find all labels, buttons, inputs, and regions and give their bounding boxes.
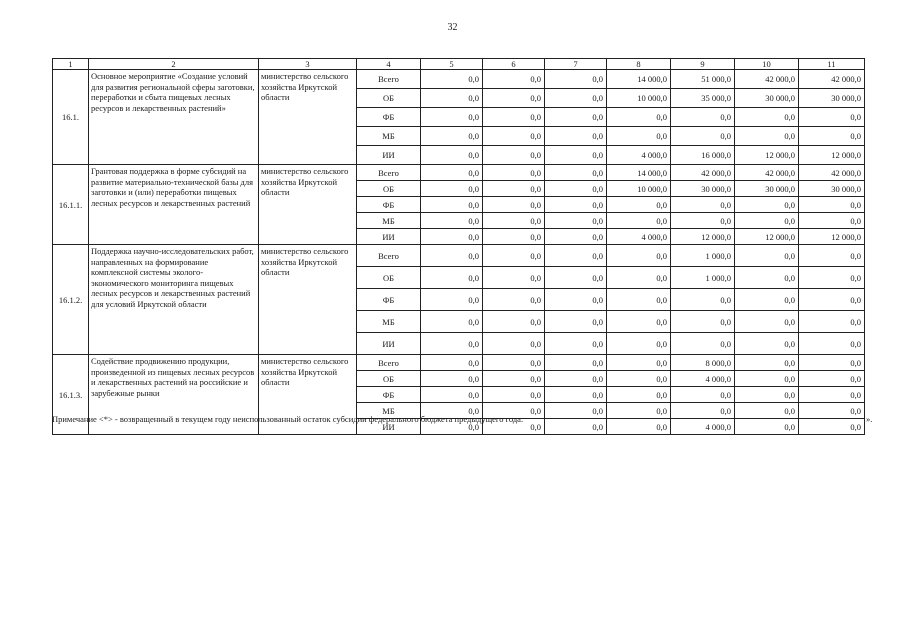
amount-cell: 0,0 <box>607 403 671 419</box>
amount-cell: 0,0 <box>799 245 865 267</box>
amount-cell: 0,0 <box>483 311 545 333</box>
amount-cell: 0,0 <box>483 403 545 419</box>
amount-cell: 12 000,0 <box>735 146 799 165</box>
amount-cell: 0,0 <box>735 371 799 387</box>
amount-cell: 0,0 <box>421 181 483 197</box>
funding-source: ИИ <box>357 333 421 355</box>
funding-source: ОБ <box>357 371 421 387</box>
amount-cell: 0,0 <box>421 197 483 213</box>
amount-cell: 0,0 <box>607 311 671 333</box>
amount-cell: 30 000,0 <box>671 181 735 197</box>
amount-cell: 30 000,0 <box>735 89 799 108</box>
amount-cell: 0,0 <box>799 311 865 333</box>
amount-cell: 0,0 <box>799 213 865 229</box>
amount-cell: 0,0 <box>735 355 799 371</box>
amount-cell: 1 000,0 <box>671 267 735 289</box>
amount-cell: 0,0 <box>799 289 865 311</box>
amount-cell: 0,0 <box>421 165 483 181</box>
funding-source: ФБ <box>357 197 421 213</box>
amount-cell: 42 000,0 <box>735 165 799 181</box>
amount-cell: 0,0 <box>607 213 671 229</box>
amount-cell: 0,0 <box>483 229 545 245</box>
table-row <box>53 355 865 371</box>
amount-cell: 0,0 <box>421 127 483 146</box>
amount-cell: 10 000,0 <box>607 181 671 197</box>
amount-cell: 0,0 <box>421 289 483 311</box>
amount-cell: 0,0 <box>545 181 607 197</box>
amount-cell: 0,0 <box>545 213 607 229</box>
amount-cell: 0,0 <box>799 387 865 403</box>
funding-source: ИИ <box>357 419 421 435</box>
amount-cell: 0,0 <box>483 419 545 435</box>
amount-cell: 0,0 <box>735 213 799 229</box>
amount-cell: 42 000,0 <box>799 70 865 89</box>
amount-cell: 0,0 <box>421 267 483 289</box>
amount-cell: 0,0 <box>483 70 545 89</box>
amount-cell: 0,0 <box>483 355 545 371</box>
amount-cell: 0,0 <box>607 267 671 289</box>
header-cell: 5 <box>421 59 483 70</box>
amount-cell: 0,0 <box>735 245 799 267</box>
amount-cell: 8 000,0 <box>671 355 735 371</box>
amount-cell: 4 000,0 <box>607 229 671 245</box>
amount-cell: 42 000,0 <box>735 70 799 89</box>
amount-cell: 0,0 <box>483 267 545 289</box>
amount-cell: 0,0 <box>735 333 799 355</box>
header-cell: 3 <box>259 59 357 70</box>
amount-cell: 0,0 <box>421 403 483 419</box>
amount-cell: 0,0 <box>799 403 865 419</box>
amount-cell: 0,0 <box>545 229 607 245</box>
amount-cell: 0,0 <box>483 127 545 146</box>
amount-cell: 0,0 <box>799 127 865 146</box>
header-row <box>53 59 865 70</box>
amount-cell: 0,0 <box>483 146 545 165</box>
funding-source: ИИ <box>357 146 421 165</box>
funding-source: Всего <box>357 245 421 267</box>
measure-code: 16.1. <box>53 70 89 165</box>
amount-cell: 0,0 <box>607 387 671 403</box>
table-row <box>53 245 865 267</box>
amount-cell: 0,0 <box>671 197 735 213</box>
amount-cell: 0,0 <box>607 197 671 213</box>
header-cell: 9 <box>671 59 735 70</box>
amount-cell: 0,0 <box>483 181 545 197</box>
amount-cell: 0,0 <box>545 311 607 333</box>
amount-cell: 0,0 <box>421 371 483 387</box>
amount-cell: 30 000,0 <box>735 181 799 197</box>
amount-cell: 0,0 <box>735 403 799 419</box>
measure-description: Поддержка научно-исследовательских работ, направленных на формирование комплексной системы эколого-экономического мониторинга пищевых лесных ресурсов и лекарственных растений для условий Иркутской области <box>89 245 259 355</box>
header-cell: 1 <box>53 59 89 70</box>
table-body <box>53 59 865 435</box>
amount-cell: 0,0 <box>799 419 865 435</box>
amount-cell: 0,0 <box>671 108 735 127</box>
amount-cell: 0,0 <box>545 267 607 289</box>
amount-cell: 0,0 <box>421 70 483 89</box>
measure-executor: министерство сельского хозяйства Иркутской области <box>259 70 357 165</box>
funding-source: ОБ <box>357 181 421 197</box>
amount-cell: 0,0 <box>671 127 735 146</box>
amount-cell: 0,0 <box>483 197 545 213</box>
header-cell: 6 <box>483 59 545 70</box>
amount-cell: 0,0 <box>545 197 607 213</box>
funding-source: МБ <box>357 213 421 229</box>
amount-cell: 12 000,0 <box>671 229 735 245</box>
amount-cell: 0,0 <box>421 89 483 108</box>
table-row <box>53 70 865 89</box>
amount-cell: 12 000,0 <box>799 146 865 165</box>
header-cell: 4 <box>357 59 421 70</box>
funding-source: МБ <box>357 127 421 146</box>
measure-code: 16.1.2. <box>53 245 89 355</box>
amount-cell: 14 000,0 <box>607 70 671 89</box>
amount-cell: 0,0 <box>735 419 799 435</box>
amount-cell: 0,0 <box>671 333 735 355</box>
amount-cell: 0,0 <box>735 267 799 289</box>
funding-source: МБ <box>357 403 421 419</box>
amount-cell: 0,0 <box>545 333 607 355</box>
amount-cell: 0,0 <box>421 146 483 165</box>
closing-quote-mark: ». <box>866 414 873 424</box>
amount-cell: 0,0 <box>799 333 865 355</box>
amount-cell: 0,0 <box>545 70 607 89</box>
amount-cell: 0,0 <box>421 355 483 371</box>
amount-cell: 0,0 <box>799 197 865 213</box>
measure-executor: министерство сельского хозяйства Иркутской области <box>259 355 357 435</box>
amount-cell: 0,0 <box>799 355 865 371</box>
amount-cell: 0,0 <box>671 403 735 419</box>
amount-cell: 0,0 <box>483 108 545 127</box>
amount-cell: 0,0 <box>545 355 607 371</box>
amount-cell: 0,0 <box>421 213 483 229</box>
amount-cell: 0,0 <box>607 371 671 387</box>
amount-cell: 0,0 <box>483 165 545 181</box>
amount-cell: 0,0 <box>545 371 607 387</box>
amount-cell: 12 000,0 <box>735 229 799 245</box>
amount-cell: 4 000,0 <box>607 146 671 165</box>
amount-cell: 0,0 <box>483 387 545 403</box>
amount-cell: 0,0 <box>735 387 799 403</box>
amount-cell: 14 000,0 <box>607 165 671 181</box>
header-cell: 2 <box>89 59 259 70</box>
amount-cell: 0,0 <box>735 108 799 127</box>
amount-cell: 42 000,0 <box>799 165 865 181</box>
amount-cell: 0,0 <box>671 289 735 311</box>
amount-cell: 51 000,0 <box>671 70 735 89</box>
header-cell: 10 <box>735 59 799 70</box>
amount-cell: 0,0 <box>545 403 607 419</box>
amount-cell: 0,0 <box>483 333 545 355</box>
amount-cell: 0,0 <box>799 108 865 127</box>
amount-cell: 0,0 <box>607 289 671 311</box>
amount-cell: 0,0 <box>421 333 483 355</box>
amount-cell: 0,0 <box>421 108 483 127</box>
amount-cell: 35 000,0 <box>671 89 735 108</box>
amount-cell: 0,0 <box>607 127 671 146</box>
funding-source: ОБ <box>357 89 421 108</box>
amount-cell: 0,0 <box>545 127 607 146</box>
amount-cell: 0,0 <box>421 229 483 245</box>
amount-cell: 0,0 <box>607 108 671 127</box>
funding-source: Всего <box>357 355 421 371</box>
amount-cell: 0,0 <box>421 387 483 403</box>
amount-cell: 0,0 <box>545 89 607 108</box>
funding-source: ОБ <box>357 267 421 289</box>
funding-source: Всего <box>357 70 421 89</box>
amount-cell: 0,0 <box>607 419 671 435</box>
amount-cell: 0,0 <box>421 311 483 333</box>
measure-description: Содействие продвижению продукции, произведенной из пищевых лесных ресурсов и лекарственных растений на российские и зарубежные рынки <box>89 355 259 435</box>
amount-cell: 12 000,0 <box>799 229 865 245</box>
amount-cell: 0,0 <box>421 245 483 267</box>
amount-cell: 4 000,0 <box>671 419 735 435</box>
amount-cell: 0,0 <box>483 245 545 267</box>
amount-cell: 0,0 <box>545 245 607 267</box>
measure-description: Основное мероприятие «Создание условий для развития региональной сферы заготовки, переработки и сбыта пищевых лесных ресурсов и лекарственных растений» <box>89 70 259 165</box>
funding-source: ФБ <box>357 387 421 403</box>
budget-table <box>52 58 865 435</box>
amount-cell: 0,0 <box>671 311 735 333</box>
header-cell: 11 <box>799 59 865 70</box>
amount-cell: 0,0 <box>671 387 735 403</box>
amount-cell: 42 000,0 <box>671 165 735 181</box>
measure-executor: министерство сельского хозяйства Иркутской области <box>259 245 357 355</box>
amount-cell: 0,0 <box>545 387 607 403</box>
measure-executor: министерство сельского хозяйства Иркутской области <box>259 165 357 245</box>
amount-cell: 0,0 <box>421 419 483 435</box>
amount-cell: 0,0 <box>545 146 607 165</box>
amount-cell: 0,0 <box>799 371 865 387</box>
table-row <box>53 165 865 181</box>
amount-cell: 0,0 <box>607 355 671 371</box>
amount-cell: 0,0 <box>799 267 865 289</box>
amount-cell: 30 000,0 <box>799 181 865 197</box>
measure-code: 16.1.1. <box>53 165 89 245</box>
amount-cell: 0,0 <box>545 289 607 311</box>
amount-cell: 10 000,0 <box>607 89 671 108</box>
funding-source: ИИ <box>357 229 421 245</box>
amount-cell: 30 000,0 <box>799 89 865 108</box>
amount-cell: 0,0 <box>671 213 735 229</box>
header-cell: 8 <box>607 59 671 70</box>
funding-source: МБ <box>357 311 421 333</box>
amount-cell: 0,0 <box>483 213 545 229</box>
measure-code: 16.1.3. <box>53 355 89 435</box>
amount-cell: 0,0 <box>483 371 545 387</box>
amount-cell: 0,0 <box>483 289 545 311</box>
amount-cell: 1 000,0 <box>671 245 735 267</box>
amount-cell: 0,0 <box>607 245 671 267</box>
amount-cell: 0,0 <box>607 333 671 355</box>
amount-cell: 0,0 <box>735 311 799 333</box>
header-cell: 7 <box>545 59 607 70</box>
amount-cell: 0,0 <box>545 108 607 127</box>
amount-cell: 0,0 <box>545 419 607 435</box>
amount-cell: 4 000,0 <box>671 371 735 387</box>
amount-cell: 0,0 <box>545 165 607 181</box>
amount-cell: 0,0 <box>735 289 799 311</box>
amount-cell: 0,0 <box>735 127 799 146</box>
footnote: Примечание <*> - возвращенный в текущем году неиспользованный остаток субсидии федерального бюджета предыдущего года. <box>52 414 524 424</box>
funding-source: ФБ <box>357 108 421 127</box>
funding-source: ФБ <box>357 289 421 311</box>
funding-source: Всего <box>357 165 421 181</box>
page-number: 32 <box>447 22 458 33</box>
amount-cell: 16 000,0 <box>671 146 735 165</box>
amount-cell: 0,0 <box>735 197 799 213</box>
measure-description: Грантовая поддержка в форме субсидий на развитие материально-технической базы для заготовки и (или) переработки пищевых лесных ресурсов и лекарственных растений <box>89 165 259 245</box>
amount-cell: 0,0 <box>483 89 545 108</box>
